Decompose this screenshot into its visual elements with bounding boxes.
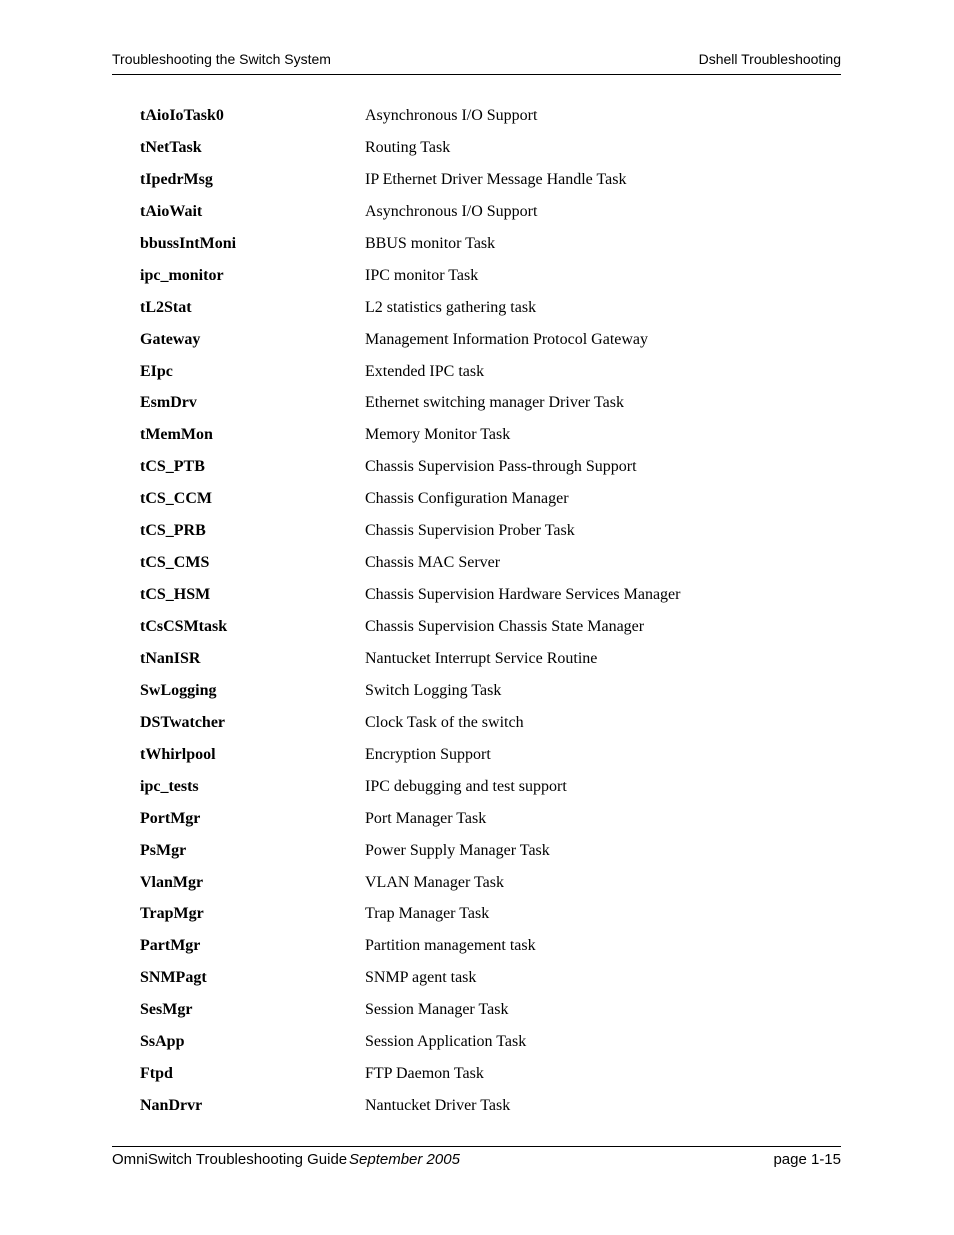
task-description: Session Manager Task xyxy=(365,1001,509,1019)
task-description: Chassis Supervision Prober Task xyxy=(365,522,575,540)
task-description: Nantucket Driver Task xyxy=(365,1097,511,1115)
running-header-section: Dshell Troubleshooting xyxy=(698,51,841,67)
table-row xyxy=(0,905,954,937)
table-row xyxy=(0,458,954,490)
task-description: Management Information Protocol Gateway xyxy=(365,330,649,348)
table-row xyxy=(0,586,954,618)
task-name: tMemMon xyxy=(140,426,213,444)
table-row xyxy=(0,394,954,426)
task-name: Ftpd xyxy=(140,1065,173,1083)
task-table xyxy=(0,107,954,1129)
task-description: BBUS monitor Task xyxy=(365,234,496,252)
task-description: VLAN Manager Task xyxy=(365,873,504,891)
table-row xyxy=(0,842,954,874)
task-name: TrapMgr xyxy=(140,905,204,923)
task-name: tNetTask xyxy=(140,138,202,156)
task-description: Trap Manager Task xyxy=(365,905,490,923)
task-description: Extended IPC task xyxy=(365,362,485,380)
task-name: PortMgr xyxy=(140,809,201,827)
table-row xyxy=(0,1033,954,1065)
task-name: tWhirlpool xyxy=(140,745,216,763)
task-name: SsApp xyxy=(140,1033,185,1051)
table-row xyxy=(0,746,954,778)
task-name: bbussIntMoni xyxy=(140,234,237,252)
task-description: L2 statistics gathering task xyxy=(365,298,537,316)
task-name: DSTwatcher xyxy=(140,713,226,731)
table-row xyxy=(0,1065,954,1097)
task-name: SesMgr xyxy=(140,1001,193,1019)
task-name: NanDrvr xyxy=(140,1097,203,1115)
table-row xyxy=(0,618,954,650)
table-row xyxy=(0,267,954,299)
table-row xyxy=(0,331,954,363)
task-name: VlanMgr xyxy=(140,873,204,891)
task-name: tCS_CMS xyxy=(140,554,210,572)
task-description: FTP Daemon Task xyxy=(365,1065,484,1083)
table-row xyxy=(0,969,954,1001)
task-name: tIpedrMsg xyxy=(140,170,213,188)
task-description: Routing Task xyxy=(365,138,451,156)
task-name: tCS_PRB xyxy=(140,522,206,540)
task-description: Chassis Supervision Chassis State Manager xyxy=(365,618,645,635)
table-row xyxy=(0,682,954,714)
table-row xyxy=(0,1001,954,1033)
task-description: Asynchronous I/O Support xyxy=(365,107,538,124)
task-description: Partition management task xyxy=(365,937,536,955)
task-name: SwLogging xyxy=(140,681,217,699)
table-row xyxy=(0,235,954,267)
task-description: SNMP agent task xyxy=(365,969,477,987)
footer-rule xyxy=(112,1146,841,1147)
task-description: Chassis Supervision Hardware Services Manager xyxy=(365,586,681,604)
task-description: Asynchronous I/O Support xyxy=(365,202,538,220)
table-row xyxy=(0,299,954,331)
table-row xyxy=(0,1097,954,1129)
table-row xyxy=(0,554,954,586)
task-name: EsmDrv xyxy=(140,394,197,412)
table-row xyxy=(0,139,954,171)
task-name: ipc_tests xyxy=(140,777,199,795)
task-name: PartMgr xyxy=(140,937,201,955)
task-description: Nantucket Interrupt Service Routine xyxy=(365,649,598,667)
table-row xyxy=(0,426,954,458)
task-description: IP Ethernet Driver Message Handle Task xyxy=(365,170,627,188)
header-rule xyxy=(112,74,841,75)
task-name: PsMgr xyxy=(140,841,187,859)
task-description: Chassis Supervision Pass-through Support xyxy=(365,458,637,476)
task-name: tCS_PTB xyxy=(140,458,205,476)
task-description: Memory Monitor Task xyxy=(365,426,511,444)
table-row xyxy=(0,522,954,554)
table-row xyxy=(0,810,954,842)
task-description: Chassis MAC Server xyxy=(365,554,501,572)
task-description: IPC monitor Task xyxy=(365,266,479,284)
task-name: ipc_monitor xyxy=(140,266,224,284)
table-row xyxy=(0,937,954,969)
task-name: tCsCSMtask xyxy=(140,618,228,635)
task-name: tL2Stat xyxy=(140,298,192,316)
table-row xyxy=(0,778,954,810)
task-description: Ethernet switching manager Driver Task xyxy=(365,394,624,412)
task-description: Chassis Configuration Manager xyxy=(365,490,569,508)
task-name: EIpc xyxy=(140,362,173,380)
task-name: tAioIoTask0 xyxy=(140,107,224,124)
task-name: tNanISR xyxy=(140,649,201,667)
running-header-chapter: Troubleshooting the Switch System xyxy=(112,51,331,67)
task-name: Gateway xyxy=(140,330,201,348)
task-description: Clock Task of the switch xyxy=(365,713,524,731)
task-description: Power Supply Manager Task xyxy=(365,841,550,859)
footer-page-number: page 1-15 xyxy=(773,1151,841,1168)
task-description: Encryption Support xyxy=(365,745,491,763)
table-row xyxy=(0,490,954,522)
footer-date: September 2005 xyxy=(349,1151,460,1168)
task-name: tCS_CCM xyxy=(140,490,212,508)
task-description: Port Manager Task xyxy=(365,809,487,827)
table-row xyxy=(0,363,954,395)
footer-guide-title: OmniSwitch Troubleshooting Guide xyxy=(112,1151,348,1168)
table-row xyxy=(0,203,954,235)
task-description: Switch Logging Task xyxy=(365,681,502,699)
task-name: SNMPagt xyxy=(140,969,207,987)
table-row xyxy=(0,714,954,746)
table-row xyxy=(0,650,954,682)
task-name: tCS_HSM xyxy=(140,586,211,604)
task-description: IPC debugging and test support xyxy=(365,777,567,795)
table-row xyxy=(0,107,954,139)
task-description: Session Application Task xyxy=(365,1033,527,1051)
task-name: tAioWait xyxy=(140,202,203,220)
table-row xyxy=(0,171,954,203)
table-row xyxy=(0,874,954,906)
